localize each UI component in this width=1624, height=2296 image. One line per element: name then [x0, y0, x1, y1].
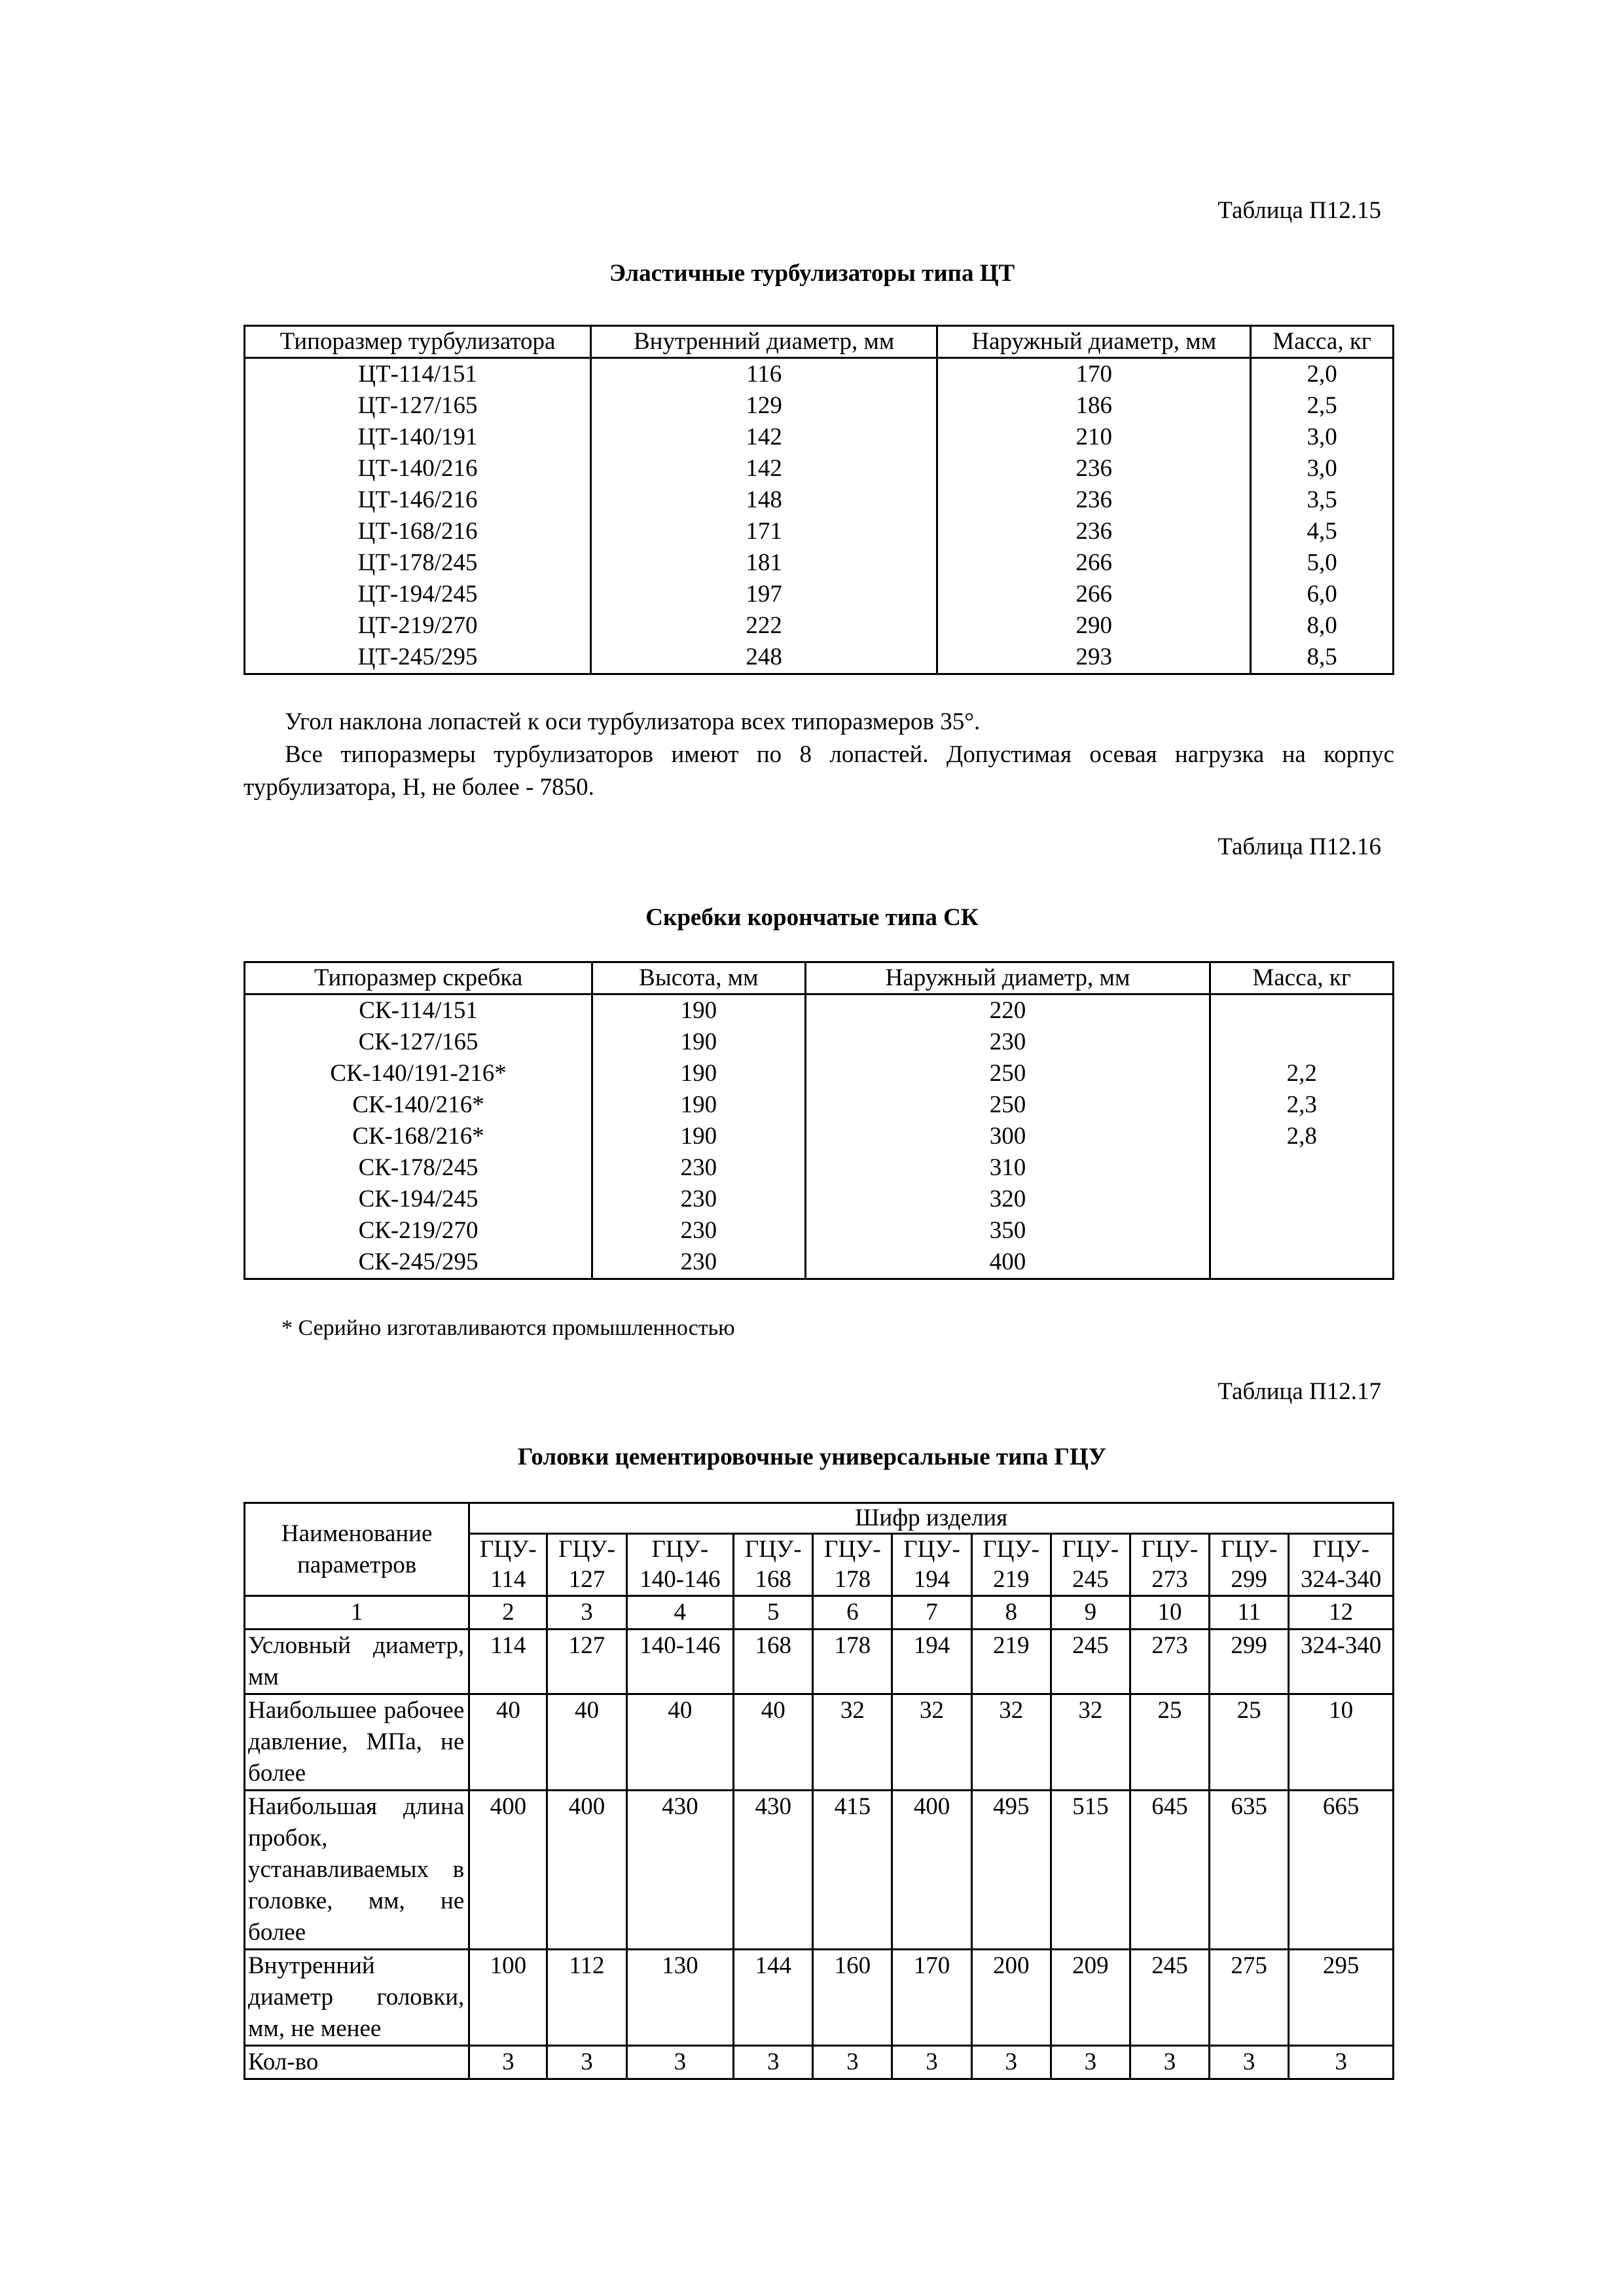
- table1-label: Таблица П12.15: [1218, 197, 1381, 224]
- table-cell: СК-168/216*: [245, 1121, 592, 1152]
- table-cell: [1210, 994, 1394, 1027]
- table-row: [245, 1184, 1394, 1215]
- table-cell: 127: [547, 1630, 626, 1694]
- table-cell: 273: [1130, 1630, 1209, 1694]
- table-row: [245, 1247, 1394, 1279]
- table-cell: 116: [591, 358, 937, 391]
- table-row: [245, 1058, 1394, 1089]
- table-cell: 40: [547, 1694, 626, 1791]
- table-cell: 236: [937, 484, 1251, 516]
- table-cell: 209: [1051, 1950, 1130, 2046]
- table-cell: 230: [592, 1215, 805, 1247]
- table-cell: 194: [892, 1630, 971, 1694]
- table-cell: 40: [469, 1694, 547, 1791]
- table-row: [245, 1791, 1394, 1950]
- table-cell: ЦТ-194/245: [245, 579, 591, 610]
- table-cell: 400: [547, 1791, 626, 1950]
- column-number: 5: [734, 1596, 813, 1630]
- table-cell: 3: [469, 2046, 547, 2079]
- table-cell: 2,5: [1251, 390, 1394, 422]
- table-cell: 32: [1051, 1694, 1130, 1791]
- table-row: [245, 390, 1394, 422]
- table-cell: 32: [813, 1694, 892, 1791]
- product-code-header: [469, 1534, 547, 1596]
- table-row: [245, 547, 1394, 579]
- table-cell: 3: [626, 2046, 734, 2079]
- table3-title: Головки цементировочные универсальные типа ГЦУ: [518, 1444, 1106, 1470]
- table-row: [245, 1950, 1394, 2046]
- code-number: 299: [1231, 1566, 1267, 1593]
- table-cell: 190: [592, 1089, 805, 1121]
- table-cell: СК-114/151: [245, 994, 592, 1027]
- footnote: * Серийно изготавливаются промышленностью: [281, 1316, 735, 1340]
- param-header: Наименование параметров: [245, 1503, 469, 1596]
- table-cell: 32: [971, 1694, 1051, 1791]
- column-number: 11: [1210, 1596, 1289, 1630]
- code-prefix: ГЦУ-: [480, 1536, 537, 1563]
- table-cell: 40: [626, 1694, 734, 1791]
- table-cell: [1210, 1152, 1394, 1184]
- table-cell: 142: [591, 453, 937, 484]
- product-code-header: [813, 1534, 892, 1596]
- cementing-heads-table: [244, 1502, 1394, 2080]
- code-prefix: ГЦУ-: [983, 1536, 1039, 1563]
- code-prefix: ГЦУ-: [651, 1536, 709, 1563]
- table-cell: 144: [734, 1950, 813, 2046]
- table-cell: 415: [813, 1791, 892, 1950]
- code-number: 114: [490, 1566, 526, 1593]
- table-cell: 300: [805, 1121, 1210, 1152]
- table-cell: 430: [626, 1791, 734, 1950]
- code-number: 245: [1072, 1566, 1109, 1593]
- table-cell: 2,0: [1251, 358, 1394, 391]
- table-cell: 3: [1130, 2046, 1209, 2079]
- table2-label: Таблица П12.16: [1218, 833, 1381, 860]
- product-code-header: [971, 1534, 1051, 1596]
- table-cell: 190: [592, 1027, 805, 1058]
- table-cell: 3: [813, 2046, 892, 2079]
- code-prefix: ГЦУ-: [744, 1536, 802, 1563]
- header-cell: Масса, кг: [1251, 326, 1394, 358]
- table-row: [245, 994, 1394, 1027]
- table-cell: 2,2: [1210, 1058, 1394, 1089]
- product-code-header: [892, 1534, 971, 1596]
- table-cell: 170: [937, 358, 1251, 391]
- table-cell: 290: [937, 610, 1251, 642]
- table-cell: 236: [937, 453, 1251, 484]
- table-row: [245, 642, 1394, 674]
- column-number: 9: [1051, 1596, 1130, 1630]
- table-cell: 266: [937, 579, 1251, 610]
- table-cell: 186: [937, 390, 1251, 422]
- table-cell: 293: [937, 642, 1251, 674]
- table-row: [245, 1027, 1394, 1058]
- table-cell: 320: [805, 1184, 1210, 1215]
- table-cell: 248: [591, 642, 937, 674]
- table-cell: 3: [892, 2046, 971, 2079]
- table-cell: 2,8: [1210, 1121, 1394, 1152]
- column-number: 7: [892, 1596, 971, 1630]
- table-row: [245, 422, 1394, 453]
- table-cell: ЦТ-140/191: [245, 422, 591, 453]
- table-cell: ЦТ-168/216: [245, 516, 591, 547]
- table-cell: 250: [805, 1089, 1210, 1121]
- table-row: [245, 453, 1394, 484]
- table-cell: 230: [592, 1152, 805, 1184]
- column-number: 1: [245, 1596, 469, 1630]
- table-cell: 25: [1210, 1694, 1289, 1791]
- table-cell: 495: [971, 1791, 1051, 1950]
- code-number: 324-340: [1300, 1566, 1382, 1593]
- header-cell: Типоразмер скребка: [245, 962, 592, 994]
- table-cell: ЦТ-178/245: [245, 547, 591, 579]
- table-cell: 8,0: [1251, 610, 1394, 642]
- table-cell: ЦТ-146/216: [245, 484, 591, 516]
- column-number: 12: [1289, 1596, 1394, 1630]
- table-cell: 190: [592, 994, 805, 1027]
- code-prefix: ГЦУ-: [824, 1536, 881, 1563]
- paragraph-blade-angle: Угол наклона лопастей к оси турбулизатора всех типоразмеров 35°.: [285, 708, 981, 735]
- table-cell: 181: [591, 547, 937, 579]
- table-cell: 3,5: [1251, 484, 1394, 516]
- table-cell: ЦТ-114/151: [245, 358, 591, 391]
- product-code-header: [734, 1534, 813, 1596]
- table-cell: СК-178/245: [245, 1152, 592, 1184]
- table-cell: 230: [805, 1027, 1210, 1058]
- table-cell: 25: [1130, 1694, 1209, 1791]
- table-cell: 230: [592, 1247, 805, 1279]
- table-cell: 8,5: [1251, 642, 1394, 674]
- column-number: 3: [547, 1596, 626, 1630]
- table-cell: 3: [1289, 2046, 1394, 2079]
- product-code-header: [1130, 1534, 1209, 1596]
- table-cell: ЦТ-245/295: [245, 642, 591, 674]
- table-cell: СК-140/216*: [245, 1089, 592, 1121]
- table1-title: Эластичные турбулизаторы типа ЦТ: [609, 260, 1015, 287]
- table-header-row: [245, 962, 1394, 994]
- table-cell: СК-194/245: [245, 1184, 592, 1215]
- group-header: Шифр изделия: [469, 1503, 1394, 1534]
- table-cell: 222: [591, 610, 937, 642]
- code-number: 178: [834, 1566, 871, 1593]
- table-cell: 160: [813, 1950, 892, 2046]
- table-cell: 236: [937, 516, 1251, 547]
- code-prefix: ГЦУ-: [1141, 1536, 1199, 1563]
- table-cell: 3: [547, 2046, 626, 2079]
- parameter-name: Кол-во: [245, 2046, 469, 2079]
- table-cell: 665: [1289, 1791, 1394, 1950]
- table-cell: 3,0: [1251, 453, 1394, 484]
- table-cell: ЦТ-219/270: [245, 610, 591, 642]
- table-header-row: [245, 1503, 1394, 1534]
- table-cell: 245: [1130, 1950, 1209, 2046]
- table-cell: 171: [591, 516, 937, 547]
- table-cell: 100: [469, 1950, 547, 2046]
- code-prefix: ГЦУ-: [1312, 1536, 1369, 1563]
- table-row: [245, 610, 1394, 642]
- table-cell: [1210, 1184, 1394, 1215]
- table-cell: 295: [1289, 1950, 1394, 2046]
- table-cell: 400: [892, 1791, 971, 1950]
- table-cell: 210: [937, 422, 1251, 453]
- column-number: 2: [469, 1596, 547, 1630]
- table-cell: 40: [734, 1694, 813, 1791]
- table-row: [245, 484, 1394, 516]
- table-cell: СК-127/165: [245, 1027, 592, 1058]
- code-prefix: ГЦУ-: [558, 1536, 615, 1563]
- paragraph-blades-load: Все типоразмеры турбулизаторов имеют по 8 лопастей. Допустимая осевая нагрузка на корпус турбулизатора, Н, не более - 7850.: [244, 741, 1394, 801]
- parameter-name: Внутренний диаметр головки, мм, не менее: [245, 1950, 469, 2046]
- table-cell: 170: [892, 1950, 971, 2046]
- parameter-name: Условный диаметр, мм: [245, 1630, 469, 1694]
- table-cell: 148: [591, 484, 937, 516]
- column-number: 4: [626, 1596, 734, 1630]
- parameter-name: Наибольшая длина пробок, устанавливаемых в головке, мм, не более: [245, 1791, 469, 1950]
- table-cell: 142: [591, 422, 937, 453]
- product-code-header: [547, 1534, 626, 1596]
- table-cell: 3: [1051, 2046, 1130, 2079]
- table-cell: 6,0: [1251, 579, 1394, 610]
- product-code-header: [626, 1534, 734, 1596]
- table-cell: 197: [591, 579, 937, 610]
- table-cell: 3: [734, 2046, 813, 2079]
- header-cell: Наружный диаметр, мм: [805, 962, 1210, 994]
- table-cell: 112: [547, 1950, 626, 2046]
- table-row: [245, 1215, 1394, 1247]
- table-row: [245, 1089, 1394, 1121]
- table-cell: 178: [813, 1630, 892, 1694]
- table-cell: 430: [734, 1791, 813, 1950]
- table-row: [245, 1121, 1394, 1152]
- table-cell: 635: [1210, 1791, 1289, 1950]
- code-number: 140-146: [640, 1566, 721, 1593]
- table3-label: Таблица П12.17: [1218, 1378, 1381, 1405]
- table-cell: ЦТ-140/216: [245, 453, 591, 484]
- table-cell: 645: [1130, 1791, 1209, 1950]
- table-cell: 5,0: [1251, 547, 1394, 579]
- table-cell: 190: [592, 1058, 805, 1089]
- code-prefix: ГЦУ-: [1062, 1536, 1119, 1563]
- table-cell: [1210, 1215, 1394, 1247]
- table-cell: 219: [971, 1630, 1051, 1694]
- table-cell: 3,0: [1251, 422, 1394, 453]
- table-cell: 220: [805, 994, 1210, 1027]
- table-cell: 515: [1051, 1791, 1130, 1950]
- column-number: 8: [971, 1596, 1051, 1630]
- table-row: [245, 516, 1394, 547]
- table-cell: 10: [1289, 1694, 1394, 1791]
- table-cell: 299: [1210, 1630, 1289, 1694]
- header-cell: Высота, мм: [592, 962, 805, 994]
- table-cell: 114: [469, 1630, 547, 1694]
- table-cell: 32: [892, 1694, 971, 1791]
- table-row: [245, 2046, 1394, 2079]
- table-cell: 324-340: [1289, 1630, 1394, 1694]
- table-row: [245, 1630, 1394, 1694]
- table-cell: 266: [937, 547, 1251, 579]
- table-cell: 250: [805, 1058, 1210, 1089]
- table-cell: [1210, 1247, 1394, 1279]
- table-cell: 3: [971, 2046, 1051, 2079]
- table-row: [245, 1152, 1394, 1184]
- table-cell: [1210, 1027, 1394, 1058]
- table-cell: 168: [734, 1630, 813, 1694]
- table-cell: ЦТ-127/165: [245, 390, 591, 422]
- table-cell: 230: [592, 1184, 805, 1215]
- table-cell: 275: [1210, 1950, 1289, 2046]
- table-cell: СК-245/295: [245, 1247, 592, 1279]
- parameter-name: Наибольшее рабочее давление, МПа, не более: [245, 1694, 469, 1791]
- code-number: 273: [1151, 1566, 1188, 1593]
- table-cell: 190: [592, 1121, 805, 1152]
- table-row: [245, 1694, 1394, 1791]
- code-number: 127: [568, 1566, 605, 1593]
- header-cell: Наружный диаметр, мм: [937, 326, 1251, 358]
- table-cell: 200: [971, 1950, 1051, 2046]
- code-number: 219: [992, 1566, 1030, 1593]
- table-cell: 350: [805, 1215, 1210, 1247]
- table-cell: СК-219/270: [245, 1215, 592, 1247]
- table2-title: Скребки корончатые типа СК: [645, 904, 979, 931]
- column-number: 10: [1130, 1596, 1209, 1630]
- table-cell: 4,5: [1251, 516, 1394, 547]
- code-number: 168: [755, 1566, 791, 1593]
- table-cell: 3: [1210, 2046, 1289, 2079]
- table-cell: 400: [469, 1791, 547, 1950]
- scraper-table: [244, 961, 1394, 1280]
- code-number: 194: [913, 1566, 950, 1593]
- table-cell: 130: [626, 1950, 734, 2046]
- product-code-header: [1210, 1534, 1289, 1596]
- table-cell: 2,3: [1210, 1089, 1394, 1121]
- table-row: [245, 579, 1394, 610]
- table-cell: 400: [805, 1247, 1210, 1279]
- table-cell: 245: [1051, 1630, 1130, 1694]
- table-cell: СК-140/191-216*: [245, 1058, 592, 1089]
- turbulizer-table: [244, 325, 1394, 675]
- table-cell: 310: [805, 1152, 1210, 1184]
- product-code-header: [1289, 1534, 1394, 1596]
- header-cell: Типоразмер турбулизатора: [245, 326, 591, 358]
- code-prefix: ГЦУ-: [903, 1536, 960, 1563]
- column-number: 6: [813, 1596, 892, 1630]
- header-cell: Масса, кг: [1210, 962, 1394, 994]
- code-prefix: ГЦУ-: [1220, 1536, 1278, 1563]
- table-cell: 129: [591, 390, 937, 422]
- table-cell: 140-146: [626, 1630, 734, 1694]
- numbers-row: [245, 1596, 1394, 1630]
- header-cell: Внутренний диаметр, мм: [591, 326, 937, 358]
- product-code-header: [1051, 1534, 1130, 1596]
- table-row: [245, 358, 1394, 391]
- table-header-row: [245, 326, 1394, 358]
